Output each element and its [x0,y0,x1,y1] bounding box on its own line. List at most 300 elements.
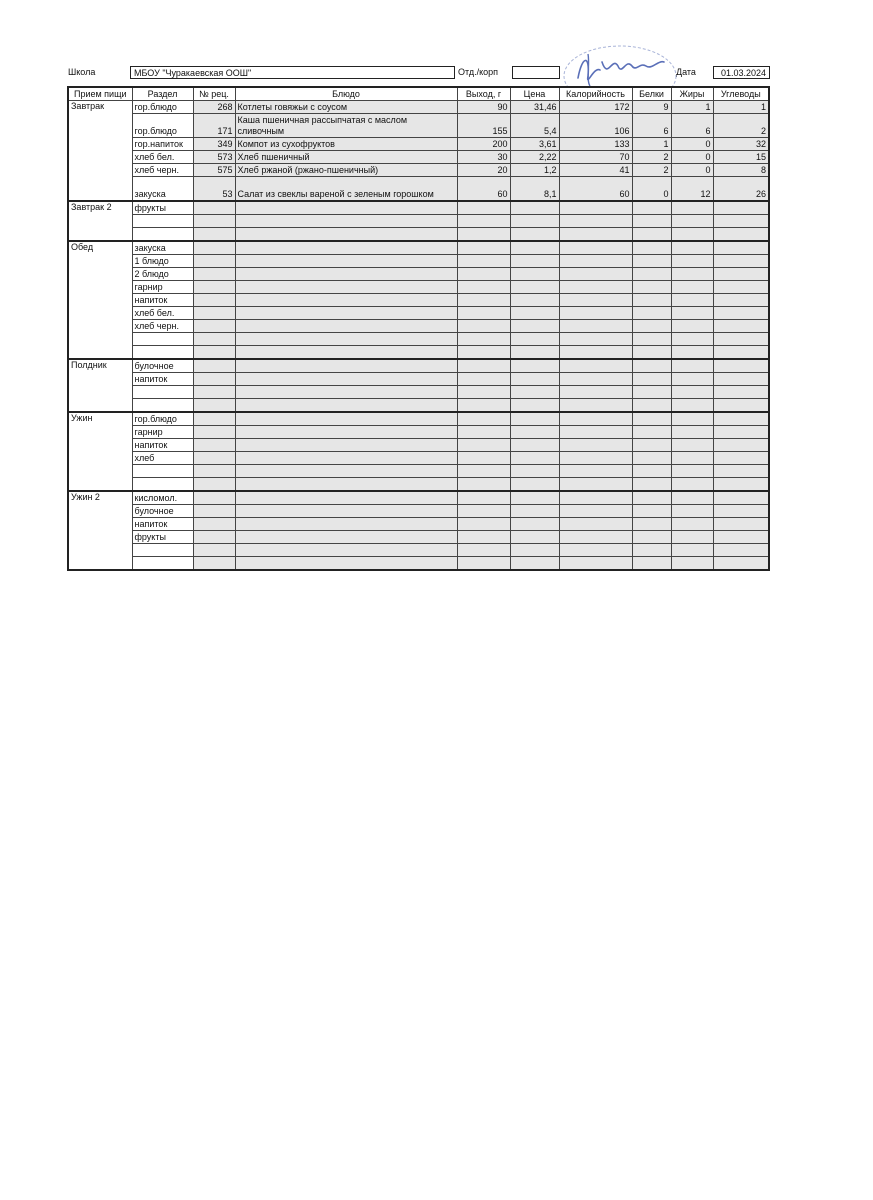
col-header: Жиры [671,87,713,101]
kcal-cell [559,477,632,491]
weight-cell [457,517,510,530]
kcal-cell [559,451,632,464]
kcal-cell [559,319,632,332]
col-header: Белки [632,87,671,101]
menu-body [68,101,769,570]
price-cell [510,214,559,227]
weight-cell: 155 [457,114,510,138]
recipe-cell [193,438,235,451]
meal-name: Обед [68,241,132,359]
price-cell [510,267,559,280]
carbs-cell [713,359,769,373]
weight-cell [457,201,510,215]
price-cell: 31,46 [510,101,559,114]
protein-cell [632,425,671,438]
table-header-row [68,87,769,101]
protein-cell [632,201,671,215]
price-cell [510,280,559,293]
protein-cell: 1 [632,138,671,151]
section-cell: 2 блюдо [132,267,193,280]
table-row [68,267,769,280]
fat-cell [671,412,713,426]
protein-cell [632,464,671,477]
dish-cell: Хлеб пшеничный [235,151,457,164]
table-row [68,398,769,412]
protein-cell: 6 [632,114,671,138]
recipe-cell: 349 [193,138,235,151]
table-row [68,332,769,345]
col-header: Блюдо [235,87,457,101]
section-cell: напиток [132,438,193,451]
table-row [68,451,769,464]
protein-cell [632,359,671,373]
meal-name: Завтрак 2 [68,201,132,241]
recipe-cell [193,280,235,293]
price-cell: 1,2 [510,164,559,177]
protein-cell [632,214,671,227]
table-row [68,306,769,319]
weight-cell [457,556,510,570]
header-school-label: Школа [68,67,96,77]
dish-cell [235,543,457,556]
recipe-cell [193,214,235,227]
carbs-cell [713,451,769,464]
section-cell [132,345,193,359]
fat-cell [671,306,713,319]
recipe-cell [193,543,235,556]
fat-cell [671,214,713,227]
weight-cell [457,491,510,505]
carbs-cell [713,477,769,491]
dish-cell: Компот из сухофруктов [235,138,457,151]
weight-cell [457,280,510,293]
col-header: Прием пищи [68,87,132,101]
section-cell: напиток [132,517,193,530]
section-cell: закуска [132,177,193,201]
recipe-cell [193,425,235,438]
carbs-cell [713,543,769,556]
protein-cell [632,267,671,280]
dish-cell [235,451,457,464]
section-cell: хлеб черн. [132,164,193,177]
weight-cell [457,332,510,345]
carbs-cell: 1 [713,101,769,114]
recipe-cell [193,241,235,255]
weight-cell [457,293,510,306]
weight-cell [457,267,510,280]
weight-cell [457,254,510,267]
section-cell [132,398,193,412]
weight-cell: 90 [457,101,510,114]
table-row [68,543,769,556]
section-cell: гарнир [132,280,193,293]
kcal-cell: 172 [559,101,632,114]
protein-cell [632,543,671,556]
table-row [68,280,769,293]
carbs-cell: 26 [713,177,769,201]
recipe-cell [193,372,235,385]
protein-cell: 9 [632,101,671,114]
recipe-cell: 171 [193,114,235,138]
protein-cell [632,530,671,543]
fat-cell: 6 [671,114,713,138]
recipe-cell [193,556,235,570]
weight-cell [457,438,510,451]
recipe-cell [193,254,235,267]
section-cell: булочное [132,359,193,373]
header-dept-value [512,66,560,79]
price-cell [510,477,559,491]
price-cell: 5,4 [510,114,559,138]
fat-cell [671,517,713,530]
protein-cell: 0 [632,177,671,201]
fat-cell [671,319,713,332]
table-row [68,227,769,241]
fat-cell: 0 [671,151,713,164]
section-cell [132,477,193,491]
kcal-cell [559,372,632,385]
table-row [68,114,769,138]
fat-cell [671,359,713,373]
dish-cell [235,254,457,267]
table-row [68,293,769,306]
recipe-cell: 575 [193,164,235,177]
kcal-cell: 70 [559,151,632,164]
price-cell [510,254,559,267]
recipe-cell [193,332,235,345]
fat-cell: 12 [671,177,713,201]
carbs-cell [713,398,769,412]
protein-cell [632,477,671,491]
dish-cell: Хлеб ржаной (ржано-пшеничный) [235,164,457,177]
price-cell [510,464,559,477]
section-cell: фрукты [132,201,193,215]
protein-cell: 2 [632,151,671,164]
price-cell [510,306,559,319]
carbs-cell [713,332,769,345]
carbs-cell [713,227,769,241]
carbs-cell [713,504,769,517]
table-row [68,412,769,426]
dish-cell: Каша пшеничная рассыпчатая с маслом сливочным [235,114,457,138]
col-header: Цена [510,87,559,101]
price-cell [510,241,559,255]
dish-cell [235,319,457,332]
kcal-cell: 60 [559,177,632,201]
section-cell: хлеб бел. [132,306,193,319]
kcal-cell [559,293,632,306]
fat-cell [671,385,713,398]
recipe-cell [193,398,235,412]
dish-cell [235,306,457,319]
kcal-cell [559,345,632,359]
weight-cell [457,241,510,255]
carbs-cell [713,556,769,570]
table-row [68,530,769,543]
carbs-cell [713,293,769,306]
dish-cell [235,241,457,255]
menu-table [67,86,770,571]
protein-cell [632,293,671,306]
recipe-cell [193,319,235,332]
carbs-cell [713,464,769,477]
fat-cell [671,504,713,517]
weight-cell [457,306,510,319]
protein-cell [632,306,671,319]
kcal-cell: 41 [559,164,632,177]
kcal-cell [559,201,632,215]
carbs-cell: 32 [713,138,769,151]
section-cell [132,543,193,556]
protein-cell [632,254,671,267]
table-row [68,164,769,177]
section-cell [132,556,193,570]
weight-cell [457,398,510,412]
recipe-cell: 573 [193,151,235,164]
fat-cell: 1 [671,101,713,114]
carbs-cell [713,491,769,505]
protein-cell [632,241,671,255]
price-cell [510,556,559,570]
protein-cell [632,332,671,345]
kcal-cell [559,227,632,241]
dish-cell [235,280,457,293]
section-cell: булочное [132,504,193,517]
dish-cell [235,372,457,385]
section-cell: напиток [132,293,193,306]
fat-cell [671,556,713,570]
recipe-cell [193,530,235,543]
fat-cell [671,464,713,477]
fat-cell [671,543,713,556]
dish-cell [235,267,457,280]
carbs-cell [713,280,769,293]
dish-cell [235,517,457,530]
carbs-cell [713,412,769,426]
weight-cell [457,385,510,398]
protein-cell [632,412,671,426]
carbs-cell [713,201,769,215]
protein-cell [632,280,671,293]
dish-cell [235,345,457,359]
kcal-cell [559,359,632,373]
protein-cell [632,372,671,385]
section-cell: закуска [132,241,193,255]
fat-cell [671,451,713,464]
fat-cell [671,227,713,241]
protein-cell [632,319,671,332]
weight-cell: 20 [457,164,510,177]
weight-cell [457,464,510,477]
kcal-cell [559,332,632,345]
price-cell [510,517,559,530]
header-school-name: МБОУ "Чуракаевская ООШ" [130,66,455,79]
fat-cell [671,332,713,345]
recipe-cell [193,201,235,215]
fat-cell [671,293,713,306]
recipe-cell [193,451,235,464]
weight-cell [457,477,510,491]
section-cell: гор.блюдо [132,412,193,426]
header-dept-label: Отд./корп [458,67,498,77]
price-cell [510,412,559,426]
recipe-cell [193,412,235,426]
section-cell [132,214,193,227]
table-row [68,372,769,385]
table-row [68,556,769,570]
table-row [68,138,769,151]
carbs-cell [713,267,769,280]
weight-cell [457,425,510,438]
kcal-cell [559,385,632,398]
weight-cell [457,412,510,426]
section-cell: 1 блюдо [132,254,193,267]
weight-cell: 30 [457,151,510,164]
kcal-cell: 106 [559,114,632,138]
section-cell [132,332,193,345]
dish-cell [235,359,457,373]
kcal-cell [559,504,632,517]
carbs-cell: 2 [713,114,769,138]
table-row [68,201,769,215]
protein-cell [632,491,671,505]
recipe-cell [193,227,235,241]
protein-cell: 2 [632,164,671,177]
section-cell: гарнир [132,425,193,438]
protein-cell [632,345,671,359]
col-header: Калорийность [559,87,632,101]
header-date-value: 01.03.2024 [713,66,770,79]
table-row [68,345,769,359]
dish-cell [235,385,457,398]
weight-cell: 200 [457,138,510,151]
table-row [68,177,769,201]
col-header: Углеводы [713,87,769,101]
col-header: Раздел [132,87,193,101]
dish-cell [235,214,457,227]
carbs-cell [713,214,769,227]
fat-cell [671,425,713,438]
dish-cell [235,398,457,412]
protein-cell [632,504,671,517]
kcal-cell [559,267,632,280]
carbs-cell [713,319,769,332]
table-row [68,101,769,114]
weight-cell [457,319,510,332]
carbs-cell: 15 [713,151,769,164]
fat-cell [671,491,713,505]
dish-cell [235,425,457,438]
price-cell [510,201,559,215]
carbs-cell [713,241,769,255]
kcal-cell [559,517,632,530]
kcal-cell [559,438,632,451]
fat-cell [671,345,713,359]
kcal-cell [559,464,632,477]
price-cell [510,530,559,543]
price-cell [510,438,559,451]
price-cell [510,293,559,306]
table-row [68,517,769,530]
table-row [68,385,769,398]
protein-cell [632,398,671,412]
dish-cell [235,556,457,570]
dish-cell [235,530,457,543]
recipe-cell [193,477,235,491]
fat-cell [671,530,713,543]
protein-cell [632,227,671,241]
meal-name: Ужин [68,412,132,491]
fat-cell [671,254,713,267]
kcal-cell [559,543,632,556]
carbs-cell [713,306,769,319]
table-row [68,504,769,517]
weight-cell [457,543,510,556]
weight-cell [457,451,510,464]
kcal-cell [559,280,632,293]
protein-cell [632,556,671,570]
kcal-cell [559,491,632,505]
price-cell [510,491,559,505]
section-cell: гор.блюдо [132,101,193,114]
table-row [68,477,769,491]
price-cell [510,504,559,517]
dish-cell: Салат из свеклы вареной с зеленым горошком [235,177,457,201]
recipe-cell [193,267,235,280]
section-cell [132,464,193,477]
price-cell [510,359,559,373]
fat-cell: 0 [671,164,713,177]
carbs-cell: 8 [713,164,769,177]
col-header: № рец. [193,87,235,101]
weight-cell: 60 [457,177,510,201]
recipe-cell: 268 [193,101,235,114]
carbs-cell [713,385,769,398]
fat-cell [671,267,713,280]
recipe-cell [193,345,235,359]
kcal-cell [559,530,632,543]
carbs-cell [713,425,769,438]
section-cell: хлеб бел. [132,151,193,164]
dish-cell [235,464,457,477]
weight-cell [457,504,510,517]
fat-cell [671,372,713,385]
meal-name: Ужин 2 [68,491,132,570]
fat-cell [671,280,713,293]
protein-cell [632,517,671,530]
dish-cell [235,332,457,345]
price-cell [510,372,559,385]
carbs-cell [713,517,769,530]
header-date-label: Дата [676,67,696,77]
carbs-cell [713,254,769,267]
recipe-cell: 53 [193,177,235,201]
meal-name: Завтрак [68,101,132,201]
fat-cell [671,477,713,491]
price-cell [510,385,559,398]
table-row [68,151,769,164]
dish-cell [235,201,457,215]
kcal-cell [559,254,632,267]
price-cell: 2,22 [510,151,559,164]
price-cell [510,398,559,412]
weight-cell [457,530,510,543]
dish-cell [235,412,457,426]
weight-cell [457,372,510,385]
price-cell: 3,61 [510,138,559,151]
recipe-cell [193,517,235,530]
fat-cell [671,398,713,412]
